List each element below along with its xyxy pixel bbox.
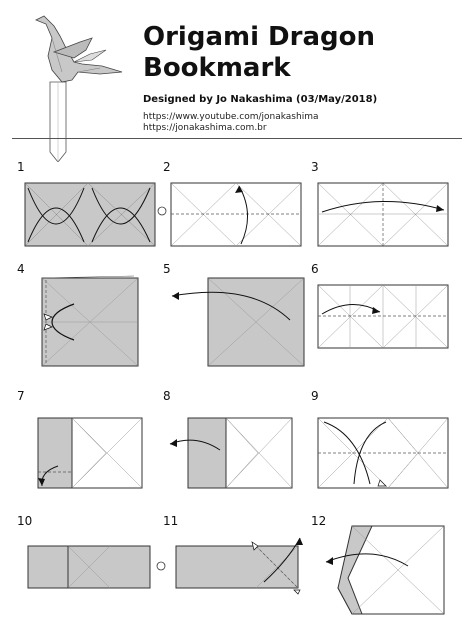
title-line-1: Origami Dragon [143, 22, 375, 52]
website-link[interactable]: https://jonakashima.com.br [143, 123, 267, 133]
step-number-4: 4 [17, 262, 25, 276]
step-5-diagram [160, 274, 308, 370]
step-number-9: 9 [311, 389, 319, 403]
step-number-10: 10 [17, 514, 33, 528]
step-11-diagram [150, 532, 310, 596]
step-number-1: 1 [17, 160, 25, 174]
step-number-2: 2 [163, 160, 171, 174]
step-9-diagram [314, 414, 454, 492]
title-line-2: Bookmark [143, 53, 291, 83]
step-number-7: 7 [17, 389, 25, 403]
step-6-diagram [314, 282, 454, 352]
step-number-11: 11 [163, 514, 179, 528]
page-title [143, 22, 375, 84]
step-number-5: 5 [163, 262, 171, 276]
step-number-3: 3 [311, 160, 319, 174]
header-divider [12, 138, 462, 139]
youtube-link[interactable]: https://www.youtube.com/jonakashima [143, 112, 319, 122]
step-number-12: 12 [311, 514, 327, 528]
dragon-bookmark-illustration [30, 12, 130, 162]
rotate-symbol [158, 207, 166, 215]
step-3-diagram [314, 180, 454, 250]
step-number-8: 8 [163, 389, 171, 403]
designer-credit: Designed by Jo Nakashima (03/May/2018) [143, 94, 378, 105]
step-4-diagram [38, 274, 144, 370]
step-10-diagram [24, 542, 154, 592]
step-2-diagram [155, 180, 305, 250]
step-1-diagram [22, 180, 158, 250]
rotate-symbol [157, 562, 165, 570]
step-12-diagram [312, 518, 450, 618]
step-number-6: 6 [311, 262, 319, 276]
step-8-diagram [160, 414, 310, 492]
step-7-diagram [34, 414, 146, 492]
